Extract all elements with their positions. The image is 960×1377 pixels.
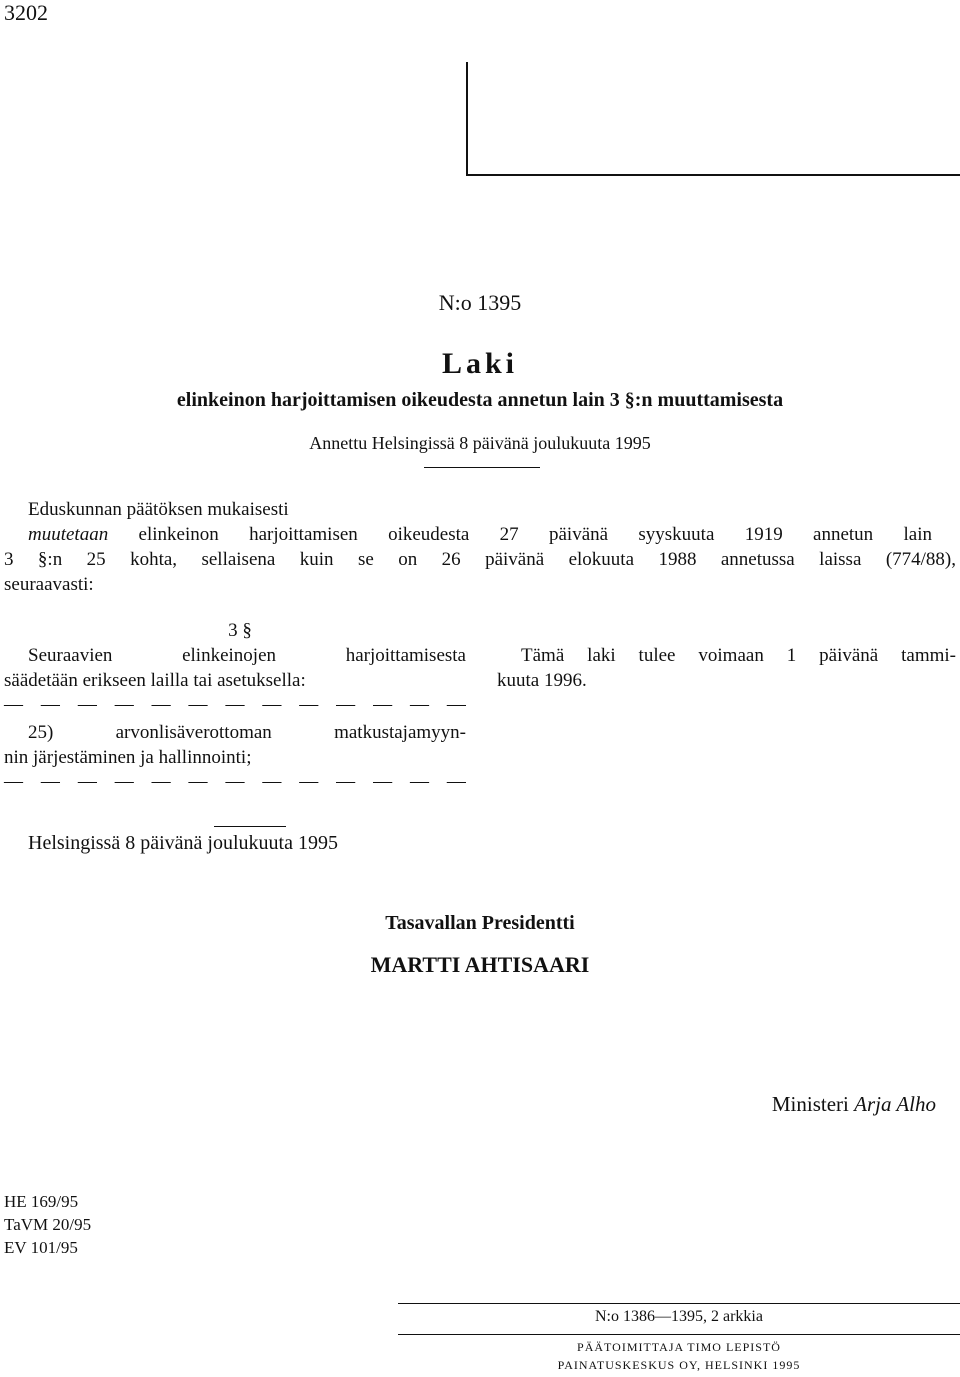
place-date: Helsingissä 8 päivänä joulukuuta 1995 bbox=[28, 832, 338, 854]
omission-dashes-top: — — — — — — — — — — — — — bbox=[4, 694, 466, 715]
section-item-line-2: nin järjestäminen ja hallinnointi; bbox=[4, 747, 252, 768]
entry-into-force-line-1: Tämä laki tulee voimaan 1 päivänä tammi- bbox=[521, 645, 956, 666]
references bbox=[4, 1190, 91, 1259]
heading-divider bbox=[424, 467, 540, 468]
reference-ev: EV 101/95 bbox=[4, 1238, 78, 1257]
president-title: Tasavallan Presidentti bbox=[385, 912, 575, 934]
law-subtitle: elinkeinon harjoittamisen oikeudesta annetun lain 3 §:n muuttamisesta bbox=[176, 389, 784, 411]
footer-issue: N:o 1386—1395, 2 arkkia bbox=[595, 1308, 763, 1325]
preamble-line-3: 3 §:n 25 kohta, sellaisena kuin se on 26 päivänä elokuuta 1988 annetussa laissa (774/88), bbox=[4, 549, 956, 570]
footer-inner-rule bbox=[398, 1334, 960, 1335]
page-number: 3202 bbox=[4, 0, 48, 25]
preamble-line-2 bbox=[28, 522, 932, 547]
omission-dashes-bottom: — — — — — — — — — — — — — bbox=[4, 771, 466, 792]
footer-editor: PÄÄTOIMITTAJA TIMO LEPISTÖ bbox=[577, 1340, 781, 1354]
footer-printer: PAINATUSKESKUS OY, HELSINKI 1995 bbox=[557, 1358, 801, 1372]
reference-he: HE 169/95 bbox=[4, 1192, 79, 1211]
preamble-verb: muutetaan bbox=[28, 524, 109, 545]
section-end-divider bbox=[214, 826, 286, 827]
entry-into-force-line-2: kuuta 1996. bbox=[497, 670, 587, 691]
preamble-line-2-rest: elinkeinon harjoittamisen oikeudesta 27 päivänä syyskuuta 1919 annetun lain bbox=[138, 524, 932, 545]
section-intro-line-2: säädetään erikseen lailla tai asetuksella: bbox=[4, 670, 306, 691]
section-heading: 3 § bbox=[228, 620, 252, 641]
law-number: N:o 1395 bbox=[438, 290, 522, 315]
minister-signature bbox=[772, 1092, 936, 1117]
reference-tavm: TaVM 20/95 bbox=[4, 1215, 92, 1234]
president-name: MARTTI AHTISAARI bbox=[370, 952, 590, 977]
given-date: Annettu Helsingissä 8 päivänä joulukuuta 1995 bbox=[309, 433, 651, 453]
preamble-line-4: seuraavasti: bbox=[4, 574, 94, 595]
law-title: Laki bbox=[441, 347, 519, 380]
footer-rule bbox=[398, 1303, 960, 1304]
minister-name: Arja Alho bbox=[854, 1092, 936, 1116]
section-item-line-1: 25) arvonlisäverottoman matkustajamyyn- bbox=[28, 722, 466, 743]
corner-vertical-line bbox=[466, 62, 468, 176]
corner-horizontal-line bbox=[466, 174, 960, 176]
minister-role: Ministeri bbox=[771, 1092, 849, 1116]
preamble-line-1: Eduskunnan päätöksen mukaisesti bbox=[28, 499, 289, 520]
section-intro-line-1: Seuraavien elinkeinojen harjoittamisesta bbox=[28, 645, 466, 666]
